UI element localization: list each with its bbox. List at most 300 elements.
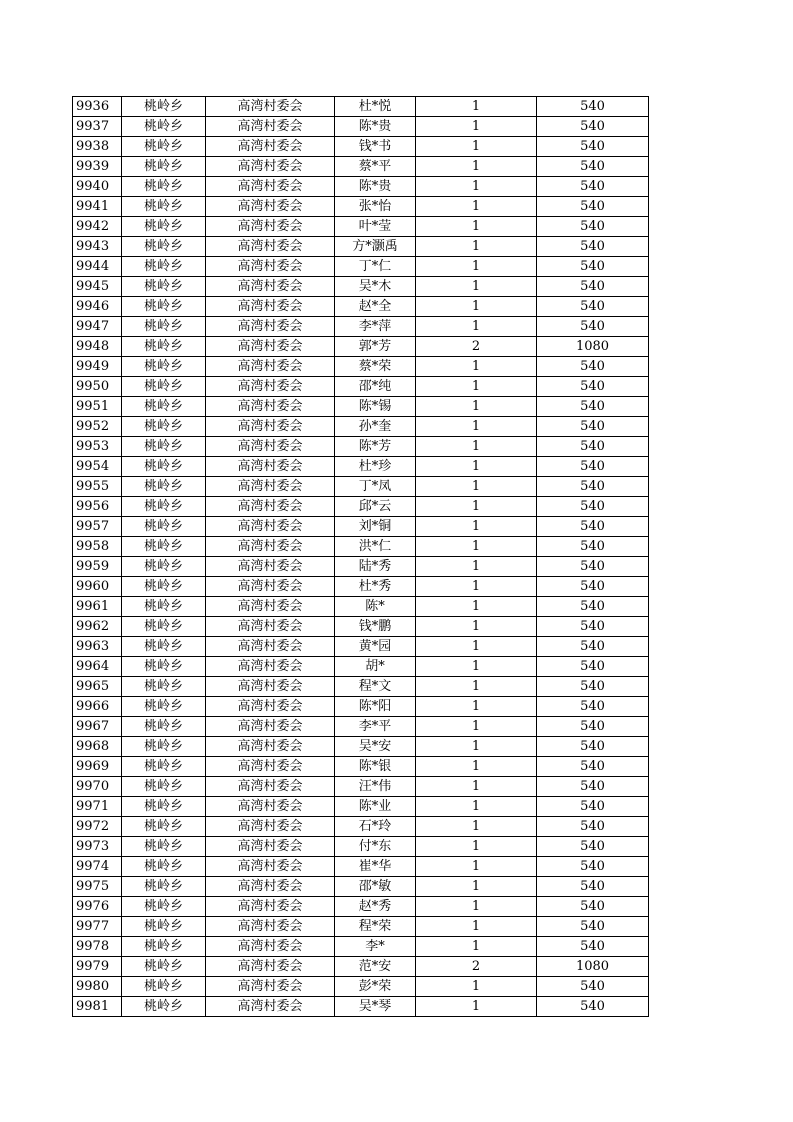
cell-count: 1 [416, 617, 537, 637]
cell-serial-number: 9977 [73, 917, 122, 937]
cell-count: 1 [416, 597, 537, 617]
cell-amount: 540 [537, 737, 649, 757]
cell-serial-number: 9951 [73, 397, 122, 417]
table-row [73, 717, 649, 737]
cell-township: 桃岭乡 [122, 797, 206, 817]
cell-amount: 540 [537, 137, 649, 157]
cell-village-committee: 高湾村委会 [206, 837, 335, 857]
table-row [73, 537, 649, 557]
cell-township: 桃岭乡 [122, 237, 206, 257]
cell-township: 桃岭乡 [122, 157, 206, 177]
cell-township: 桃岭乡 [122, 577, 206, 597]
cell-amount: 540 [537, 437, 649, 457]
cell-amount: 540 [537, 237, 649, 257]
cell-serial-number: 9956 [73, 497, 122, 517]
cell-amount: 540 [537, 697, 649, 717]
table-row [73, 577, 649, 597]
cell-township: 桃岭乡 [122, 197, 206, 217]
table-row [73, 637, 649, 657]
cell-serial-number: 9966 [73, 697, 122, 717]
cell-person-name: 陈* [335, 597, 416, 617]
table-row [73, 837, 649, 857]
cell-serial-number: 9950 [73, 377, 122, 397]
cell-amount: 540 [537, 577, 649, 597]
cell-serial-number: 9963 [73, 637, 122, 657]
cell-person-name: 陈*贵 [335, 117, 416, 137]
cell-village-committee: 高湾村委会 [206, 457, 335, 477]
cell-amount: 540 [537, 917, 649, 937]
table-row [73, 437, 649, 457]
cell-count: 1 [416, 757, 537, 777]
cell-serial-number: 9959 [73, 557, 122, 577]
table-row [73, 197, 649, 217]
cell-village-committee: 高湾村委会 [206, 717, 335, 737]
cell-serial-number: 9941 [73, 197, 122, 217]
table-row [73, 617, 649, 637]
cell-village-committee: 高湾村委会 [206, 977, 335, 997]
cell-serial-number: 9975 [73, 877, 122, 897]
cell-amount: 540 [537, 617, 649, 637]
cell-serial-number: 9969 [73, 757, 122, 777]
cell-township: 桃岭乡 [122, 937, 206, 957]
cell-amount: 540 [537, 157, 649, 177]
cell-person-name: 杜*珍 [335, 457, 416, 477]
table-row [73, 477, 649, 497]
cell-person-name: 方*灏禹 [335, 237, 416, 257]
cell-count: 1 [416, 557, 537, 577]
cell-count: 1 [416, 717, 537, 737]
cell-village-committee: 高湾村委会 [206, 657, 335, 677]
cell-serial-number: 9937 [73, 117, 122, 137]
table-row [73, 457, 649, 477]
cell-count: 1 [416, 457, 537, 477]
cell-village-committee: 高湾村委会 [206, 217, 335, 237]
cell-serial-number: 9971 [73, 797, 122, 817]
table-row [73, 777, 649, 797]
cell-township: 桃岭乡 [122, 277, 206, 297]
table-row [73, 377, 649, 397]
cell-amount: 540 [537, 797, 649, 817]
cell-amount: 540 [537, 857, 649, 877]
cell-count: 1 [416, 177, 537, 197]
cell-township: 桃岭乡 [122, 977, 206, 997]
cell-person-name: 程*荣 [335, 917, 416, 937]
cell-amount: 540 [537, 217, 649, 237]
cell-village-committee: 高湾村委会 [206, 517, 335, 537]
cell-person-name: 吴*安 [335, 737, 416, 757]
table-row [73, 157, 649, 177]
cell-person-name: 陈*锡 [335, 397, 416, 417]
cell-person-name: 杜*秀 [335, 577, 416, 597]
cell-village-committee: 高湾村委会 [206, 337, 335, 357]
cell-serial-number: 9945 [73, 277, 122, 297]
cell-township: 桃岭乡 [122, 137, 206, 157]
cell-count: 1 [416, 297, 537, 317]
cell-township: 桃岭乡 [122, 557, 206, 577]
cell-township: 桃岭乡 [122, 97, 206, 117]
cell-serial-number: 9944 [73, 257, 122, 277]
cell-count: 1 [416, 677, 537, 697]
cell-village-committee: 高湾村委会 [206, 737, 335, 757]
cell-amount: 540 [537, 897, 649, 917]
cell-amount: 540 [537, 877, 649, 897]
cell-person-name: 吴*木 [335, 277, 416, 297]
cell-township: 桃岭乡 [122, 297, 206, 317]
cell-count: 1 [416, 397, 537, 417]
table-row [73, 517, 649, 537]
cell-village-committee: 高湾村委会 [206, 397, 335, 417]
cell-township: 桃岭乡 [122, 817, 206, 837]
cell-serial-number: 9960 [73, 577, 122, 597]
table-row [73, 597, 649, 617]
cell-person-name: 汪*伟 [335, 777, 416, 797]
cell-village-committee: 高湾村委会 [206, 417, 335, 437]
cell-amount: 540 [537, 937, 649, 957]
cell-count: 1 [416, 217, 537, 237]
cell-serial-number: 9948 [73, 337, 122, 357]
cell-village-committee: 高湾村委会 [206, 117, 335, 137]
cell-serial-number: 9943 [73, 237, 122, 257]
cell-village-committee: 高湾村委会 [206, 797, 335, 817]
cell-count: 1 [416, 437, 537, 457]
cell-township: 桃岭乡 [122, 397, 206, 417]
cell-amount: 540 [537, 997, 649, 1017]
table-row [73, 557, 649, 577]
cell-person-name: 邱*云 [335, 497, 416, 517]
cell-amount: 540 [537, 677, 649, 697]
table-row [73, 497, 649, 517]
cell-serial-number: 9949 [73, 357, 122, 377]
cell-count: 1 [416, 797, 537, 817]
table-row [73, 257, 649, 277]
cell-person-name: 赵*秀 [335, 897, 416, 917]
cell-amount: 1080 [537, 957, 649, 977]
cell-village-committee: 高湾村委会 [206, 917, 335, 937]
cell-person-name: 丁*仁 [335, 257, 416, 277]
cell-person-name: 洪*仁 [335, 537, 416, 557]
cell-village-committee: 高湾村委会 [206, 557, 335, 577]
cell-township: 桃岭乡 [122, 777, 206, 797]
cell-village-committee: 高湾村委会 [206, 957, 335, 977]
cell-count: 1 [416, 277, 537, 297]
cell-count: 1 [416, 737, 537, 757]
cell-serial-number: 9972 [73, 817, 122, 837]
cell-township: 桃岭乡 [122, 537, 206, 557]
cell-township: 桃岭乡 [122, 517, 206, 537]
cell-count: 1 [416, 497, 537, 517]
cell-serial-number: 9936 [73, 97, 122, 117]
cell-township: 桃岭乡 [122, 677, 206, 697]
cell-count: 1 [416, 197, 537, 217]
cell-serial-number: 9973 [73, 837, 122, 857]
cell-person-name: 张*怡 [335, 197, 416, 217]
table-row [73, 677, 649, 697]
cell-person-name: 陈*贵 [335, 177, 416, 197]
cell-person-name: 丁*凤 [335, 477, 416, 497]
table-row [73, 997, 649, 1017]
cell-person-name: 陈*芳 [335, 437, 416, 457]
cell-amount: 540 [537, 417, 649, 437]
cell-serial-number: 9953 [73, 437, 122, 457]
table-row [73, 897, 649, 917]
cell-person-name: 黄*园 [335, 637, 416, 657]
cell-village-committee: 高湾村委会 [206, 257, 335, 277]
cell-count: 1 [416, 917, 537, 937]
cell-person-name: 杜*悦 [335, 97, 416, 117]
cell-township: 桃岭乡 [122, 737, 206, 757]
cell-amount: 540 [537, 357, 649, 377]
cell-count: 1 [416, 857, 537, 877]
table-row [73, 397, 649, 417]
cell-count: 1 [416, 817, 537, 837]
table-body [73, 97, 649, 1017]
cell-serial-number: 9939 [73, 157, 122, 177]
cell-serial-number: 9978 [73, 937, 122, 957]
cell-township: 桃岭乡 [122, 117, 206, 137]
cell-person-name: 蔡*荣 [335, 357, 416, 377]
cell-serial-number: 9979 [73, 957, 122, 977]
cell-count: 1 [416, 417, 537, 437]
table-row [73, 737, 649, 757]
cell-township: 桃岭乡 [122, 837, 206, 857]
cell-person-name: 石*玲 [335, 817, 416, 837]
cell-amount: 540 [537, 637, 649, 657]
table-row [73, 337, 649, 357]
table-row [73, 857, 649, 877]
cell-serial-number: 9974 [73, 857, 122, 877]
table-row [73, 797, 649, 817]
cell-village-committee: 高湾村委会 [206, 197, 335, 217]
cell-serial-number: 9957 [73, 517, 122, 537]
cell-township: 桃岭乡 [122, 217, 206, 237]
cell-village-committee: 高湾村委会 [206, 757, 335, 777]
cell-amount: 540 [537, 397, 649, 417]
cell-person-name: 叶*莹 [335, 217, 416, 237]
cell-person-name: 崔*华 [335, 857, 416, 877]
cell-person-name: 陆*秀 [335, 557, 416, 577]
cell-person-name: 李* [335, 937, 416, 957]
cell-person-name: 陈*业 [335, 797, 416, 817]
cell-village-committee: 高湾村委会 [206, 697, 335, 717]
cell-serial-number: 9964 [73, 657, 122, 677]
cell-township: 桃岭乡 [122, 457, 206, 477]
cell-count: 1 [416, 357, 537, 377]
cell-township: 桃岭乡 [122, 177, 206, 197]
cell-village-committee: 高湾村委会 [206, 877, 335, 897]
table-row [73, 657, 649, 677]
cell-serial-number: 9981 [73, 997, 122, 1017]
cell-township: 桃岭乡 [122, 957, 206, 977]
cell-serial-number: 9954 [73, 457, 122, 477]
cell-person-name: 邵*纯 [335, 377, 416, 397]
cell-count: 1 [416, 577, 537, 597]
table-row [73, 937, 649, 957]
cell-village-committee: 高湾村委会 [206, 777, 335, 797]
cell-amount: 540 [537, 757, 649, 777]
cell-amount: 540 [537, 477, 649, 497]
cell-township: 桃岭乡 [122, 697, 206, 717]
cell-village-committee: 高湾村委会 [206, 637, 335, 657]
cell-serial-number: 9955 [73, 477, 122, 497]
cell-amount: 1080 [537, 337, 649, 357]
cell-person-name: 郭*芳 [335, 337, 416, 357]
cell-township: 桃岭乡 [122, 917, 206, 937]
cell-amount: 540 [537, 197, 649, 217]
cell-person-name: 钱*书 [335, 137, 416, 157]
cell-count: 1 [416, 237, 537, 257]
cell-count: 1 [416, 897, 537, 917]
cell-amount: 540 [537, 597, 649, 617]
cell-serial-number: 9968 [73, 737, 122, 757]
cell-village-committee: 高湾村委会 [206, 997, 335, 1017]
cell-village-committee: 高湾村委会 [206, 277, 335, 297]
cell-count: 1 [416, 937, 537, 957]
cell-village-committee: 高湾村委会 [206, 617, 335, 637]
cell-amount: 540 [537, 537, 649, 557]
cell-township: 桃岭乡 [122, 257, 206, 277]
cell-amount: 540 [537, 317, 649, 337]
cell-amount: 540 [537, 177, 649, 197]
cell-village-committee: 高湾村委会 [206, 817, 335, 837]
cell-count: 1 [416, 637, 537, 657]
cell-township: 桃岭乡 [122, 597, 206, 617]
cell-person-name: 彭*荣 [335, 977, 416, 997]
cell-person-name: 刘*铜 [335, 517, 416, 537]
cell-serial-number: 9946 [73, 297, 122, 317]
table-row [73, 297, 649, 317]
cell-village-committee: 高湾村委会 [206, 297, 335, 317]
cell-amount: 540 [537, 517, 649, 537]
cell-person-name: 胡* [335, 657, 416, 677]
cell-count: 1 [416, 657, 537, 677]
cell-amount: 540 [537, 977, 649, 997]
cell-township: 桃岭乡 [122, 877, 206, 897]
cell-amount: 540 [537, 117, 649, 137]
cell-person-name: 钱*鹏 [335, 617, 416, 637]
cell-amount: 540 [537, 97, 649, 117]
table-row [73, 877, 649, 897]
table-row [73, 817, 649, 837]
cell-amount: 540 [537, 777, 649, 797]
cell-village-committee: 高湾村委会 [206, 937, 335, 957]
cell-count: 2 [416, 337, 537, 357]
cell-village-committee: 高湾村委会 [206, 497, 335, 517]
table-row [73, 697, 649, 717]
cell-village-committee: 高湾村委会 [206, 857, 335, 877]
cell-village-committee: 高湾村委会 [206, 477, 335, 497]
table-row [73, 317, 649, 337]
table-row [73, 357, 649, 377]
table-row [73, 977, 649, 997]
cell-township: 桃岭乡 [122, 757, 206, 777]
cell-serial-number: 9940 [73, 177, 122, 197]
cell-amount: 540 [537, 377, 649, 397]
cell-person-name: 李*萍 [335, 317, 416, 337]
cell-serial-number: 9962 [73, 617, 122, 637]
table-row [73, 117, 649, 137]
cell-person-name: 陈*银 [335, 757, 416, 777]
cell-serial-number: 9967 [73, 717, 122, 737]
cell-serial-number: 9958 [73, 537, 122, 557]
cell-village-committee: 高湾村委会 [206, 437, 335, 457]
cell-amount: 540 [537, 297, 649, 317]
subsidy-table [72, 96, 649, 1017]
cell-amount: 540 [537, 457, 649, 477]
cell-count: 1 [416, 477, 537, 497]
table-row [73, 277, 649, 297]
cell-township: 桃岭乡 [122, 377, 206, 397]
cell-count: 1 [416, 997, 537, 1017]
cell-count: 1 [416, 777, 537, 797]
cell-township: 桃岭乡 [122, 617, 206, 637]
cell-count: 1 [416, 877, 537, 897]
cell-count: 1 [416, 377, 537, 397]
table-row [73, 757, 649, 777]
cell-person-name: 陈*阳 [335, 697, 416, 717]
cell-count: 1 [416, 517, 537, 537]
cell-serial-number: 9942 [73, 217, 122, 237]
cell-count: 1 [416, 317, 537, 337]
table-row [73, 137, 649, 157]
cell-amount: 540 [537, 837, 649, 857]
cell-village-committee: 高湾村委会 [206, 317, 335, 337]
cell-amount: 540 [537, 257, 649, 277]
cell-amount: 540 [537, 277, 649, 297]
cell-village-committee: 高湾村委会 [206, 577, 335, 597]
cell-serial-number: 9980 [73, 977, 122, 997]
cell-person-name: 吴*琴 [335, 997, 416, 1017]
cell-township: 桃岭乡 [122, 437, 206, 457]
cell-person-name: 付*东 [335, 837, 416, 857]
cell-count: 1 [416, 697, 537, 717]
table-row [73, 237, 649, 257]
cell-serial-number: 9947 [73, 317, 122, 337]
cell-count: 1 [416, 837, 537, 857]
cell-serial-number: 9938 [73, 137, 122, 157]
cell-serial-number: 9952 [73, 417, 122, 437]
cell-count: 1 [416, 137, 537, 157]
cell-village-committee: 高湾村委会 [206, 237, 335, 257]
table-row [73, 97, 649, 117]
cell-amount: 540 [537, 817, 649, 837]
cell-village-committee: 高湾村委会 [206, 897, 335, 917]
cell-township: 桃岭乡 [122, 337, 206, 357]
cell-village-committee: 高湾村委会 [206, 357, 335, 377]
cell-person-name: 李*平 [335, 717, 416, 737]
cell-serial-number: 9965 [73, 677, 122, 697]
cell-amount: 540 [537, 717, 649, 737]
cell-township: 桃岭乡 [122, 357, 206, 377]
cell-serial-number: 9976 [73, 897, 122, 917]
cell-person-name: 邵*敏 [335, 877, 416, 897]
cell-person-name: 孙*奎 [335, 417, 416, 437]
table-row [73, 177, 649, 197]
cell-village-committee: 高湾村委会 [206, 97, 335, 117]
cell-amount: 540 [537, 657, 649, 677]
cell-township: 桃岭乡 [122, 637, 206, 657]
cell-township: 桃岭乡 [122, 997, 206, 1017]
cell-township: 桃岭乡 [122, 417, 206, 437]
cell-count: 1 [416, 157, 537, 177]
cell-village-committee: 高湾村委会 [206, 157, 335, 177]
cell-amount: 540 [537, 497, 649, 517]
cell-amount: 540 [537, 557, 649, 577]
cell-village-committee: 高湾村委会 [206, 137, 335, 157]
cell-village-committee: 高湾村委会 [206, 537, 335, 557]
table-row [73, 957, 649, 977]
table-row [73, 217, 649, 237]
cell-count: 1 [416, 977, 537, 997]
